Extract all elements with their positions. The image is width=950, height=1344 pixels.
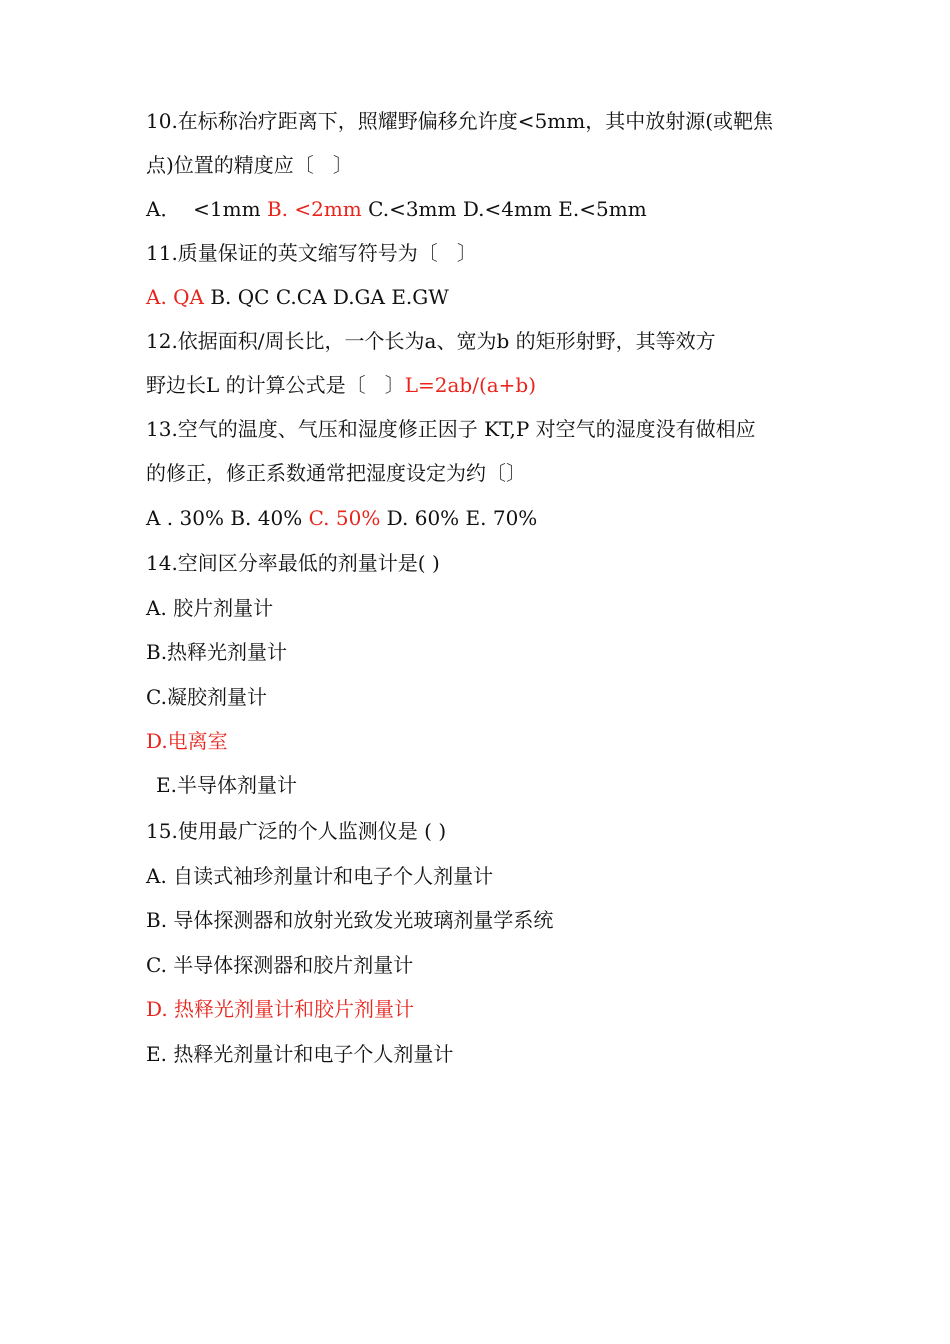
q13-options-ab: A . 30% B. 40% (146, 506, 309, 530)
q10-options-rest: C.<3mm D.<4mm E.<5mm (361, 197, 647, 221)
q14-option-e: E.半导体剂量计 (156, 773, 297, 797)
q14-option-a: A. 胶片剂量计 (146, 596, 274, 620)
q15-option-a: A. 自读式袖珍剂量计和电子个人剂量计 (146, 864, 494, 888)
q10-answer-option-b: B. <2mm (266, 197, 362, 221)
q15-option-c: C. 半导体探测器和胶片剂量计 (146, 953, 414, 977)
q14-option-b: B.热释光剂量计 (146, 640, 288, 664)
q12-stem-line1: 12.依据面积/周长比，一个长为a、宽为b 的矩形射野，其等效方 (146, 329, 716, 353)
q13-answer-option-c: C. 50% (308, 506, 381, 530)
q13-options (146, 504, 826, 532)
q15-option-e: E. 热释光剂量计和电子个人剂量计 (146, 1042, 454, 1066)
q11-options-rest: B. QC C.CA D.GA E.GW (204, 285, 449, 309)
q14-stem: 14.空间区分率最低的剂量计是( ) (146, 551, 440, 575)
q15-answer-option-d: D. 热释光剂量计和胶片剂量计 (146, 997, 415, 1021)
q11-answer-option-a: A. QA (146, 285, 204, 309)
q12-stem-line2 (146, 371, 826, 399)
q11-options (146, 283, 826, 311)
q11-stem: 11.质量保证的英文缩写符号为〔 〕 (146, 241, 477, 265)
q10-stem-line1: 10.在标称治疗距离下，照耀野偏移允许度<5mm，其中放射源(或靶焦 (146, 109, 774, 133)
q12-answer: L=2ab/(a+b) (404, 373, 537, 397)
q10-option-a: A． <1mm (146, 197, 267, 221)
q15-option-b: B. 导体探测器和放射光致发光玻璃剂量学系统 (146, 908, 554, 932)
q10-stem-line2: 点)位置的精度应〔 〕 (146, 153, 353, 177)
q14-option-c: C.凝胶剂量计 (146, 685, 267, 709)
q13-options-rest: D. 60% E. 70% (380, 506, 538, 530)
q12-stem-text: 野边长L 的计算公式是〔 〕 (146, 373, 405, 397)
q15-stem: 15.使用最广泛的个人监测仪是 ( ) (146, 819, 447, 843)
q13-stem-line1: 13.空气的温度、气压和湿度修正因子 KT,P 对空气的湿度没有做相应 (146, 417, 756, 441)
q13-stem-line2: 的修正，修正系数通常把湿度设定为约〔〕 (146, 461, 526, 485)
q14-answer-option-d: D.电离室 (146, 729, 228, 753)
q10-options (146, 195, 826, 223)
